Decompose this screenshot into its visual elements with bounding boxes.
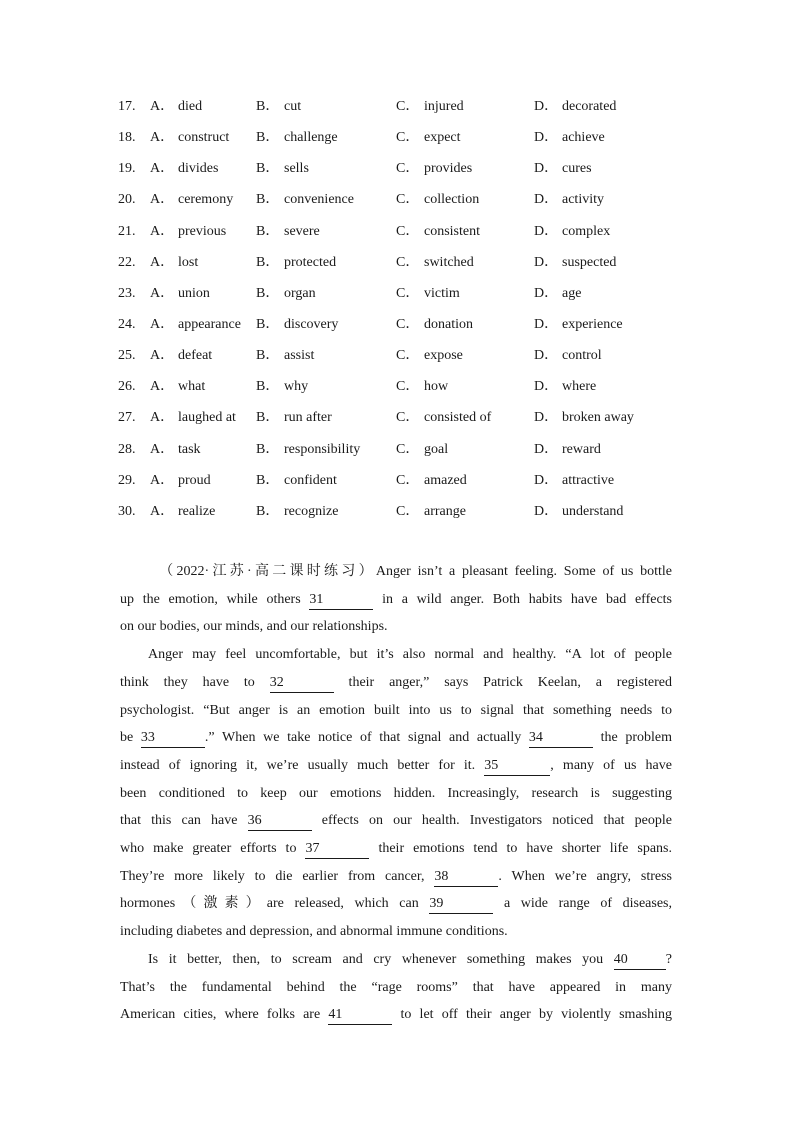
option-row bbox=[118, 501, 678, 532]
option-d[interactable] bbox=[534, 470, 614, 492]
option-text: previous bbox=[178, 223, 227, 239]
option-text: broken away bbox=[562, 410, 634, 426]
option-text: suspected bbox=[562, 254, 617, 270]
option-c[interactable] bbox=[396, 96, 464, 118]
option-row bbox=[118, 96, 678, 127]
option-letter: A． bbox=[150, 316, 175, 332]
question-number: 20. bbox=[118, 192, 136, 208]
option-letter: B． bbox=[256, 503, 280, 519]
option-row bbox=[118, 439, 678, 470]
option-text: cut bbox=[284, 99, 302, 114]
option-row bbox=[118, 127, 678, 158]
option-letter: A． bbox=[150, 503, 175, 519]
option-text: goal bbox=[424, 441, 449, 457]
option-a[interactable] bbox=[150, 470, 211, 492]
option-text: proud bbox=[178, 472, 211, 488]
option-b[interactable] bbox=[256, 221, 320, 243]
option-letter: B． bbox=[256, 441, 280, 457]
option-d[interactable] bbox=[534, 501, 623, 523]
option-row bbox=[118, 314, 678, 345]
option-letter: A． bbox=[150, 223, 175, 239]
option-row bbox=[118, 470, 678, 501]
option-text: construct bbox=[178, 130, 230, 146]
option-b[interactable] bbox=[256, 314, 338, 336]
option-text: how bbox=[424, 379, 449, 395]
option-text: amazed bbox=[424, 472, 467, 488]
option-b[interactable] bbox=[256, 439, 360, 461]
blank-34[interactable]: 34 bbox=[529, 728, 593, 748]
option-text: injured bbox=[424, 99, 464, 114]
option-text: donation bbox=[424, 316, 473, 332]
option-letter: A． bbox=[150, 348, 175, 364]
option-row bbox=[118, 376, 678, 407]
question-number: 19. bbox=[118, 161, 136, 177]
option-text: recognize bbox=[284, 503, 339, 519]
option-letter: B． bbox=[256, 285, 280, 301]
option-b[interactable] bbox=[256, 407, 332, 429]
option-letter: A． bbox=[150, 254, 175, 270]
option-text: challenge bbox=[284, 130, 338, 146]
option-letter: B． bbox=[256, 348, 280, 364]
source-label: （2022·江苏·高二课时练习） bbox=[156, 564, 376, 579]
option-c[interactable] bbox=[396, 439, 448, 461]
question-number: 27. bbox=[118, 410, 136, 426]
option-text: ceremony bbox=[178, 192, 234, 208]
option-row bbox=[118, 189, 678, 220]
option-a[interactable] bbox=[150, 314, 241, 336]
option-text: appearance bbox=[178, 316, 241, 332]
question-number: 18. bbox=[118, 130, 136, 146]
question-number: 24. bbox=[118, 316, 136, 332]
option-b[interactable] bbox=[256, 96, 301, 118]
option-row bbox=[118, 158, 678, 189]
question-number: 22. bbox=[118, 254, 136, 270]
option-letter: D． bbox=[534, 441, 559, 457]
option-text: what bbox=[178, 379, 206, 395]
option-a[interactable] bbox=[150, 96, 202, 118]
option-b[interactable] bbox=[256, 189, 354, 211]
cloze-passage: （2022·江苏·高二课时练习）Anger isn’t a pleasant feeling. Some of us bottle up the emotion, while others 31 in a wild anger. Both habits have bad effects on our bodies, our minds, and our relationships. Anger may feel uncomfortable, but it’s also normal and healthy. “A lot of people think they have to 32 their anger,” says Patrick Keelan, a registered psychologist. “But anger is an emotion built into us to signal that something needs to be 33 .” When we take notice of that signal and actually 34 the problem instead of ignoring it, we’re usually much better for it. 35 , many of us have been conditioned to keep our emotions hidden. Increasingly, research is suggesting that this can have 36 effects on our health. Investigators noticed that people who make greater efforts to 37 their emotions tend to have shorter life spans. They’re more likely to die earlier from cancer, 38 . When we’re angry, stress hormones（激素）are released, which can 39 a wide range of diseases, including diabetes and depression, and abnormal immune conditions. Is it better, then, to scream and cry whenever something makes you 40 ? That’s the fundamental behind the “rage rooms” that have appeared in many American cities, where folks are 41 to let off their anger by violently smashing bbox=[120, 558, 672, 1029]
option-b[interactable] bbox=[256, 283, 316, 305]
option-c[interactable] bbox=[396, 127, 461, 149]
blank-39[interactable]: 39 bbox=[429, 894, 493, 914]
option-text: where bbox=[562, 379, 597, 395]
option-text: cures bbox=[562, 161, 592, 177]
option-text: activity bbox=[562, 192, 604, 208]
option-text: discovery bbox=[284, 316, 339, 332]
option-c[interactable] bbox=[396, 376, 448, 398]
option-letter: A． bbox=[150, 99, 175, 114]
blank-33[interactable]: 33 bbox=[141, 728, 205, 748]
option-d[interactable] bbox=[534, 127, 605, 149]
option-letter: A． bbox=[150, 472, 175, 488]
option-letter: C． bbox=[396, 285, 420, 301]
option-text: confident bbox=[284, 472, 337, 488]
option-d[interactable] bbox=[534, 314, 623, 336]
option-text: expose bbox=[424, 348, 463, 364]
option-c[interactable] bbox=[396, 407, 491, 429]
option-b[interactable] bbox=[256, 252, 336, 274]
option-letter: C． bbox=[396, 503, 420, 519]
option-d[interactable] bbox=[534, 439, 601, 461]
option-text: provides bbox=[424, 161, 473, 177]
option-a[interactable] bbox=[150, 345, 212, 367]
blank-40[interactable]: 40 bbox=[614, 950, 666, 970]
option-text: run after bbox=[284, 410, 332, 426]
option-text: realize bbox=[178, 503, 216, 519]
option-text: task bbox=[178, 441, 201, 457]
option-letter: C． bbox=[396, 441, 420, 457]
option-a[interactable] bbox=[150, 221, 226, 243]
option-letter: B． bbox=[256, 379, 280, 395]
option-letter: C． bbox=[396, 223, 420, 239]
option-letter: A． bbox=[150, 441, 175, 457]
passage-paragraph-2: Anger may feel uncomfortable, but it’s also normal and healthy. “A lot of people think they have to 32 their anger,” says Patrick Keelan, a registered psychologist. “But anger is an emotion built into us to signal that something needs to be 33 .” When we take notice of that signal and actually 34 the problem instead of ignoring it, we’re usually much better for it. 35 , many of us have been conditioned to keep our emotions hidden. Increasingly, research is suggesting that this can have 36 effects on our health. Investigators noticed that people who make greater efforts to 37 their emotions tend to have shorter life spans. They’re more likely to die earlier from cancer, 38 . When we’re angry, stress hormones（激素）are released, which can 39 a wide range of diseases, bbox=[120, 641, 672, 918]
option-letter: D． bbox=[534, 99, 559, 114]
option-letter: A． bbox=[150, 130, 175, 146]
option-letter: D． bbox=[534, 130, 559, 146]
option-text: experience bbox=[562, 316, 623, 332]
option-letter: C． bbox=[396, 316, 420, 332]
option-a[interactable] bbox=[150, 127, 229, 149]
option-d[interactable] bbox=[534, 345, 602, 367]
option-text: sells bbox=[284, 161, 309, 177]
option-a[interactable] bbox=[150, 252, 198, 274]
option-a[interactable] bbox=[150, 189, 233, 211]
option-text: laughed at bbox=[178, 410, 236, 426]
option-d[interactable] bbox=[534, 189, 604, 211]
option-letter: D． bbox=[534, 254, 559, 270]
option-text: responsibility bbox=[284, 441, 361, 457]
option-text: achieve bbox=[562, 130, 605, 146]
option-d[interactable] bbox=[534, 96, 616, 118]
option-letter: A． bbox=[150, 379, 175, 395]
question-number: 26. bbox=[118, 379, 136, 395]
option-letter: B． bbox=[256, 223, 280, 239]
option-letter: C． bbox=[396, 254, 420, 270]
option-text: why bbox=[284, 379, 309, 395]
option-a[interactable] bbox=[150, 407, 236, 429]
option-letter: C． bbox=[396, 99, 420, 114]
option-text: understand bbox=[562, 503, 624, 519]
blank-35[interactable]: 35 bbox=[484, 756, 550, 776]
option-text: control bbox=[562, 348, 602, 364]
option-letter: B． bbox=[256, 161, 280, 177]
option-letter: C． bbox=[396, 348, 420, 364]
option-c[interactable] bbox=[396, 470, 467, 492]
option-row bbox=[118, 407, 678, 438]
option-letter: C． bbox=[396, 472, 420, 488]
option-text: defeat bbox=[178, 348, 213, 364]
option-text: lost bbox=[178, 254, 199, 270]
option-text: died bbox=[178, 99, 203, 114]
passage-paragraph-1: （2022·江苏·高二课时练习）Anger isn’t a pleasant feeling. Some of us bottle up the emotion, while others 31 in a wild anger. Both habits have bad effects bbox=[120, 558, 672, 613]
option-c[interactable] bbox=[396, 158, 472, 180]
option-text: attractive bbox=[562, 472, 615, 488]
option-letter: D． bbox=[534, 192, 559, 208]
option-letter: D． bbox=[534, 285, 559, 301]
blank-31[interactable]: 31 bbox=[309, 590, 373, 610]
option-letter: C． bbox=[396, 379, 420, 395]
option-text: reward bbox=[562, 441, 601, 457]
option-text: divides bbox=[178, 161, 219, 177]
option-text: severe bbox=[284, 223, 320, 239]
option-d[interactable] bbox=[534, 407, 634, 429]
option-b[interactable] bbox=[256, 501, 338, 523]
option-letter: B． bbox=[256, 192, 280, 208]
option-text: arrange bbox=[424, 503, 466, 519]
option-text: union bbox=[178, 285, 210, 301]
option-letter: B． bbox=[256, 472, 280, 488]
option-text: age bbox=[562, 285, 582, 301]
option-text: expect bbox=[424, 130, 461, 146]
option-letter: A． bbox=[150, 161, 175, 177]
option-text: protected bbox=[284, 254, 337, 270]
option-letter: A． bbox=[150, 285, 175, 301]
option-d[interactable] bbox=[534, 376, 596, 398]
blank-38[interactable]: 38 bbox=[434, 867, 498, 887]
option-d[interactable] bbox=[534, 283, 581, 305]
option-text: consisted of bbox=[424, 410, 492, 426]
option-text: switched bbox=[424, 254, 474, 270]
option-text: victim bbox=[424, 285, 460, 301]
option-letter: B． bbox=[256, 316, 280, 332]
options-list bbox=[118, 96, 678, 532]
option-text: organ bbox=[284, 285, 316, 301]
option-letter: B． bbox=[256, 410, 280, 426]
option-row bbox=[118, 283, 678, 314]
option-d[interactable] bbox=[534, 252, 616, 274]
option-c[interactable] bbox=[396, 252, 474, 274]
option-letter: D． bbox=[534, 161, 559, 177]
option-letter: C． bbox=[396, 161, 420, 177]
option-a[interactable] bbox=[150, 501, 215, 523]
option-c[interactable] bbox=[396, 283, 460, 305]
option-text: consistent bbox=[424, 223, 480, 239]
option-c[interactable] bbox=[396, 501, 466, 523]
option-text: complex bbox=[562, 223, 611, 239]
option-letter: D． bbox=[534, 379, 559, 395]
option-d[interactable] bbox=[534, 158, 592, 180]
option-b[interactable] bbox=[256, 470, 337, 492]
blank-32[interactable]: 32 bbox=[270, 673, 334, 693]
option-b[interactable] bbox=[256, 345, 314, 367]
question-number: 25. bbox=[118, 348, 136, 364]
option-text: decorated bbox=[562, 99, 617, 114]
option-letter: D． bbox=[534, 223, 559, 239]
option-c[interactable] bbox=[396, 221, 480, 243]
option-b[interactable] bbox=[256, 376, 308, 398]
question-number: 29. bbox=[118, 472, 136, 488]
option-text: collection bbox=[424, 192, 480, 208]
option-a[interactable] bbox=[150, 158, 218, 180]
option-text: assist bbox=[284, 348, 315, 364]
option-letter: D． bbox=[534, 503, 559, 519]
blank-36[interactable]: 36 bbox=[248, 811, 312, 831]
option-b[interactable] bbox=[256, 127, 338, 149]
blank-41[interactable]: 41 bbox=[328, 1005, 392, 1025]
option-letter: B． bbox=[256, 254, 280, 270]
option-c[interactable] bbox=[396, 345, 463, 367]
question-number: 21. bbox=[118, 223, 136, 239]
option-letter: C． bbox=[396, 410, 420, 426]
option-a[interactable] bbox=[150, 439, 201, 461]
option-letter: A． bbox=[150, 192, 175, 208]
option-letter: B． bbox=[256, 130, 280, 146]
question-number: 28. bbox=[118, 441, 136, 457]
passage-paragraph-3: Is it better, then, to scream and cry whenever something makes you 40 ? That’s the fundamental behind the “rage rooms” that have appeared in many American cities, where folks are 41 to let off their anger by violently smashing bbox=[120, 946, 672, 1029]
question-number: 17. bbox=[118, 99, 136, 114]
option-c[interactable] bbox=[396, 189, 479, 211]
option-letter: C． bbox=[396, 192, 420, 208]
option-row bbox=[118, 221, 678, 252]
question-number: 23. bbox=[118, 285, 136, 301]
option-row bbox=[118, 345, 678, 376]
blank-37[interactable]: 37 bbox=[305, 839, 369, 859]
question-number: 30. bbox=[118, 503, 136, 519]
option-text: convenience bbox=[284, 192, 354, 208]
option-a[interactable] bbox=[150, 376, 205, 398]
option-letter: B． bbox=[256, 99, 280, 114]
option-b[interactable] bbox=[256, 158, 309, 180]
option-d[interactable] bbox=[534, 221, 610, 243]
option-letter: D． bbox=[534, 316, 559, 332]
option-letter: A． bbox=[150, 410, 175, 426]
option-letter: D． bbox=[534, 472, 559, 488]
option-letter: C． bbox=[396, 130, 420, 146]
option-a[interactable] bbox=[150, 283, 210, 305]
option-row bbox=[118, 252, 678, 283]
option-letter: D． bbox=[534, 348, 559, 364]
option-letter: D． bbox=[534, 410, 559, 426]
option-c[interactable] bbox=[396, 314, 473, 336]
